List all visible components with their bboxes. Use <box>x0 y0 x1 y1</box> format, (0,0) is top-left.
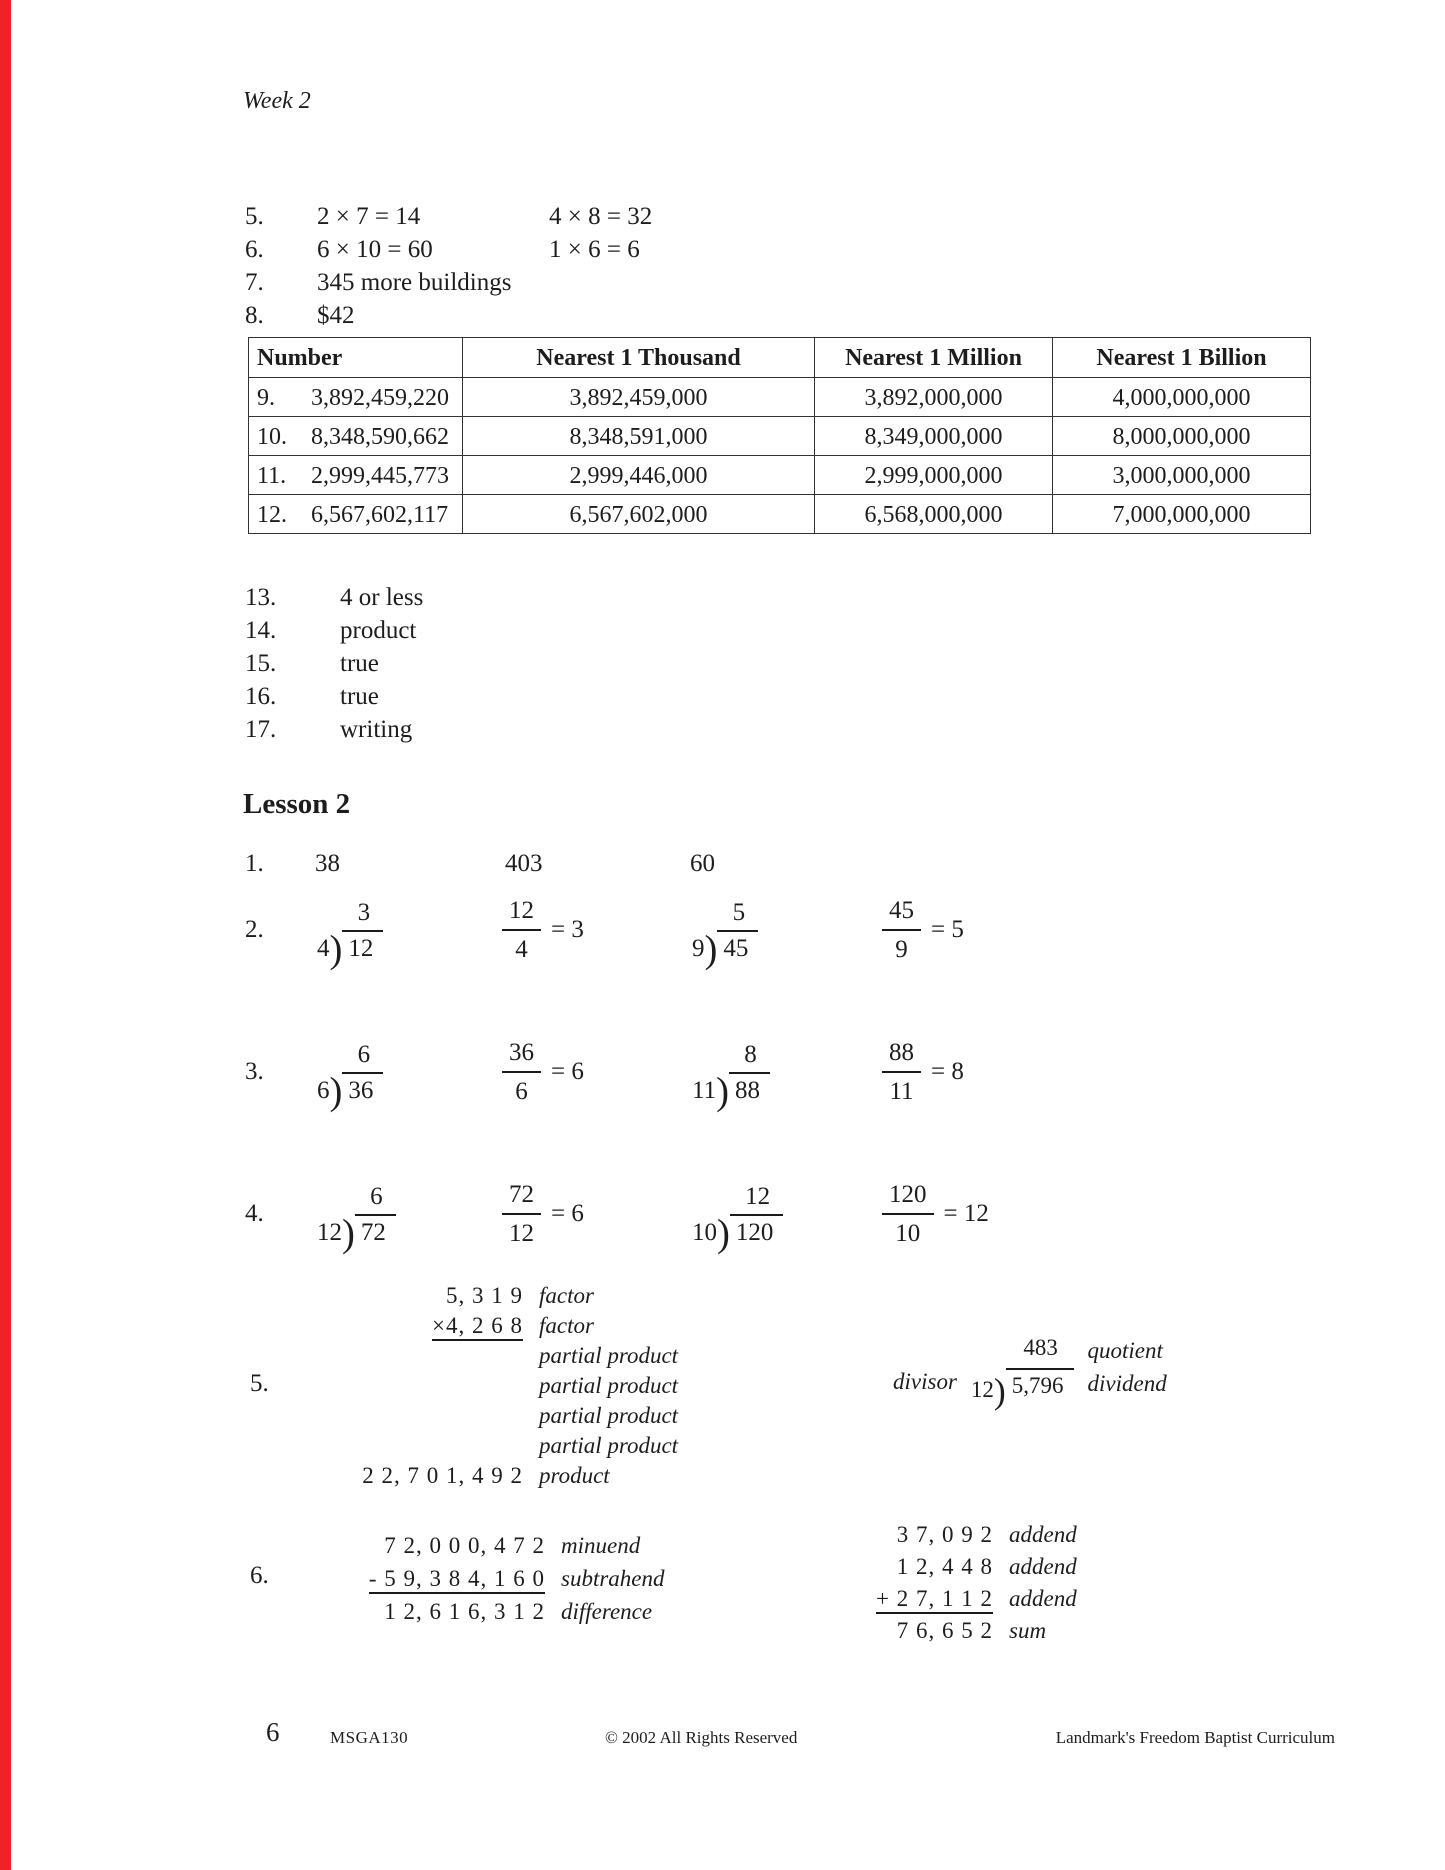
item-number: 15. <box>245 650 277 677</box>
answer-value: 345 more buildings <box>317 269 512 296</box>
addition-stack <box>855 1521 1077 1649</box>
fraction-equation <box>882 1179 989 1250</box>
thousand-cell: 8,348,591,000 <box>463 417 815 456</box>
item-number: 6. <box>250 1562 269 1589</box>
quotient: 5 <box>732 898 746 926</box>
operand-label: partial product <box>539 1403 679 1428</box>
quotient: 6 <box>357 1040 371 1068</box>
number-cell <box>249 417 463 456</box>
result: = 8 <box>931 1058 964 1086</box>
answer-value: true <box>340 683 379 710</box>
item-number: 13. <box>245 584 277 611</box>
lesson2-item-4 <box>245 1152 989 1276</box>
division-bracket-icon: ) <box>704 928 718 972</box>
operand: 5, 3 1 9 <box>446 1283 523 1308</box>
long-division <box>317 1182 396 1256</box>
labeled-long-division <box>893 1335 1167 1411</box>
table-row <box>249 378 1311 417</box>
operand-label: minuend <box>561 1533 641 1558</box>
operand: - 5 9, 3 8 4, 1 6 0 <box>369 1566 545 1594</box>
item-number: 4. <box>245 1200 264 1228</box>
operand-label: difference <box>561 1599 653 1624</box>
answer-value: $42 <box>317 302 355 329</box>
result: = 5 <box>931 916 964 944</box>
answer-value: 2 × 7 = 14 <box>317 203 421 230</box>
column-header: Nearest 1 Billion <box>1053 338 1311 378</box>
million-cell: 2,999,000,000 <box>815 456 1053 495</box>
divisor: 11 <box>692 1076 717 1104</box>
operand-label: factor <box>539 1313 594 1338</box>
answer-value: 4 or less <box>340 584 424 611</box>
quotient-label: quotient <box>1087 1338 1163 1363</box>
long-division <box>317 1040 383 1114</box>
table-row <box>249 456 1311 495</box>
answer-value: 4 × 8 = 32 <box>549 203 653 230</box>
long-division <box>692 1182 783 1256</box>
fraction-equation <box>502 895 692 966</box>
item-number: 17. <box>245 716 277 743</box>
million-cell: 6,568,000,000 <box>815 495 1053 534</box>
billion-cell: 4,000,000,000 <box>1053 378 1311 417</box>
operand-label: partial product <box>539 1433 679 1458</box>
number-value: 2,999,445,773 <box>311 462 449 489</box>
answer-value: 1 × 6 = 6 <box>549 236 640 263</box>
curriculum-code: MSGA130 <box>330 1728 409 1747</box>
subtraction-stack <box>300 1532 665 1631</box>
number-value: 6,567,602,117 <box>311 501 449 528</box>
denominator: 12 <box>509 1220 534 1247</box>
publisher-name: Landmark's Freedom Baptist Curriculum <box>1055 1728 1335 1747</box>
denominator: 4 <box>515 936 528 963</box>
table-header-row <box>249 338 1311 378</box>
answer-value: 38 <box>315 850 340 877</box>
billion-cell: 8,000,000,000 <box>1053 417 1311 456</box>
numerator: 120 <box>882 1179 934 1215</box>
operand: 1 2, 4 4 8 <box>896 1554 993 1579</box>
million-cell: 3,892,000,000 <box>815 378 1053 417</box>
answer-row <box>245 234 652 267</box>
column-header: Nearest 1 Thousand <box>463 338 815 378</box>
division-bracket-icon: ) <box>342 1212 355 1256</box>
billion-cell: 7,000,000,000 <box>1053 495 1311 534</box>
multiplication-stack <box>305 1282 678 1492</box>
column-header: Number <box>249 338 463 378</box>
number-cell <box>249 456 463 495</box>
item-number: 2. <box>245 916 264 944</box>
divisor: 6 <box>317 1076 330 1104</box>
answer-row <box>245 615 423 648</box>
fraction-equation <box>882 1037 964 1108</box>
quotient: 3 <box>357 898 371 926</box>
page-number: 6 <box>266 1717 280 1747</box>
operand: 3 7, 0 9 2 <box>896 1522 993 1547</box>
divisor: 12 <box>317 1218 342 1246</box>
answer-value: 403 <box>505 850 543 877</box>
number-cell <box>249 378 463 417</box>
dividend: 36 <box>342 1072 383 1106</box>
answers-13-17 <box>245 582 423 747</box>
operand-label: product <box>539 1463 610 1488</box>
dividend: 5,796 <box>1006 1368 1074 1404</box>
dividend: 120 <box>730 1214 784 1248</box>
operand-label: partial product <box>539 1343 679 1368</box>
number-value: 8,348,590,662 <box>311 423 449 450</box>
operand: + 2 7, 1 1 2 <box>876 1586 993 1614</box>
item-number: 5. <box>245 203 264 230</box>
item-number: 8. <box>245 302 264 329</box>
division-bracket-icon: ) <box>329 1070 343 1114</box>
operand-label: sum <box>1009 1618 1047 1643</box>
item-number: 1. <box>245 850 264 877</box>
answer-row <box>245 681 423 714</box>
thousand-cell: 6,567,602,000 <box>463 495 815 534</box>
answer-row <box>245 582 423 615</box>
division-bracket-icon: ) <box>716 1070 729 1114</box>
dividend-label: dividend <box>1087 1371 1167 1396</box>
divisor: 10 <box>692 1218 717 1246</box>
divisor: 12 <box>970 1376 994 1402</box>
numerator: 88 <box>882 1037 921 1073</box>
division-bracket-icon: ) <box>717 1212 730 1256</box>
fraction-equation <box>882 895 964 966</box>
quotient: 483 <box>1023 1335 1058 1360</box>
item-number: 12. <box>257 501 287 528</box>
copyright-notice: © 2002 All Rights Reserved <box>605 1728 798 1747</box>
answer-row <box>245 267 652 300</box>
number-value: 3,892,459,220 <box>311 384 449 411</box>
answer-row <box>245 201 652 234</box>
million-cell: 8,349,000,000 <box>815 417 1053 456</box>
item-number: 11. <box>257 462 287 489</box>
thousand-cell: 3,892,459,000 <box>463 378 815 417</box>
item-number: 10. <box>257 423 287 450</box>
divisor: 9 <box>692 934 705 962</box>
result: = 12 <box>943 1200 989 1228</box>
answer-value: true <box>340 650 379 677</box>
table-row <box>249 417 1311 456</box>
billion-cell: 3,000,000,000 <box>1053 456 1311 495</box>
table-row <box>249 495 1311 534</box>
quotient: 6 <box>370 1182 383 1210</box>
long-division <box>692 898 758 972</box>
answer-row <box>245 648 423 681</box>
fraction-equation <box>502 1037 692 1108</box>
answer-row <box>245 300 652 333</box>
long-division <box>970 1335 1074 1411</box>
answer-value: 60 <box>690 850 715 877</box>
result: = 6 <box>551 1200 584 1228</box>
item-number: 9. <box>257 384 275 411</box>
quotient: 8 <box>744 1040 757 1068</box>
dividend: 72 <box>355 1214 396 1248</box>
answer-value: product <box>340 617 417 644</box>
column-header: Nearest 1 Million <box>815 338 1053 378</box>
dividend: 12 <box>342 930 383 964</box>
numerator: 72 <box>502 1179 541 1215</box>
fraction-equation <box>502 1179 692 1250</box>
number-cell <box>249 495 463 534</box>
answer-value: 6 × 10 = 60 <box>317 236 433 263</box>
numerator: 12 <box>502 895 541 931</box>
answer-value: writing <box>340 716 413 743</box>
denominator: 9 <box>895 936 908 963</box>
division-bracket-icon: ) <box>993 1370 1006 1411</box>
operand: 1 2, 6 1 6, 3 1 2 <box>384 1599 545 1624</box>
divisor-label: divisor <box>893 1369 957 1395</box>
quotient: 12 <box>745 1182 771 1210</box>
denominator: 11 <box>889 1078 914 1105</box>
lesson2-item-3 <box>245 1010 964 1134</box>
numerator: 45 <box>882 895 921 931</box>
week-header: Week 2 <box>243 88 311 114</box>
denominator: 6 <box>515 1078 528 1105</box>
operand: 7 2, 0 0 0, 4 7 2 <box>384 1533 545 1558</box>
dividend: 88 <box>729 1072 770 1106</box>
long-division <box>317 898 383 972</box>
operand-label: factor <box>539 1283 594 1308</box>
item-number: 7. <box>245 269 264 296</box>
answers-5-8 <box>245 201 652 333</box>
item-number: 3. <box>245 1058 264 1086</box>
lesson-title: Lesson 2 <box>243 788 351 820</box>
operand-label: subtrahend <box>561 1566 665 1591</box>
operand-label: partial product <box>539 1373 679 1398</box>
page-edge-stripe <box>0 0 11 1870</box>
dividend: 45 <box>717 930 758 964</box>
item-number: 14. <box>245 617 277 644</box>
lesson2-item-2 <box>245 868 964 992</box>
result: = 6 <box>551 1058 584 1086</box>
answer-row <box>245 714 423 747</box>
operand-label: addend <box>1009 1554 1077 1579</box>
item-number: 16. <box>245 683 277 710</box>
item-number: 5. <box>250 1370 269 1397</box>
rounding-table <box>248 337 1311 534</box>
thousand-cell: 2,999,446,000 <box>463 456 815 495</box>
operand-label: addend <box>1009 1522 1077 1547</box>
operand: 2 2, 7 0 1, 4 9 2 <box>362 1463 523 1488</box>
division-bracket-icon: ) <box>329 928 343 972</box>
operand-label: addend <box>1009 1586 1077 1611</box>
operand: 7 6, 6 5 2 <box>896 1618 993 1643</box>
denominator: 10 <box>895 1220 921 1247</box>
divisor: 4 <box>317 934 330 962</box>
long-division <box>692 1040 770 1114</box>
result: = 3 <box>551 916 584 944</box>
item-number: 6. <box>245 236 264 263</box>
operand: ×4, 2 6 8 <box>432 1313 523 1341</box>
numerator: 36 <box>502 1037 541 1073</box>
